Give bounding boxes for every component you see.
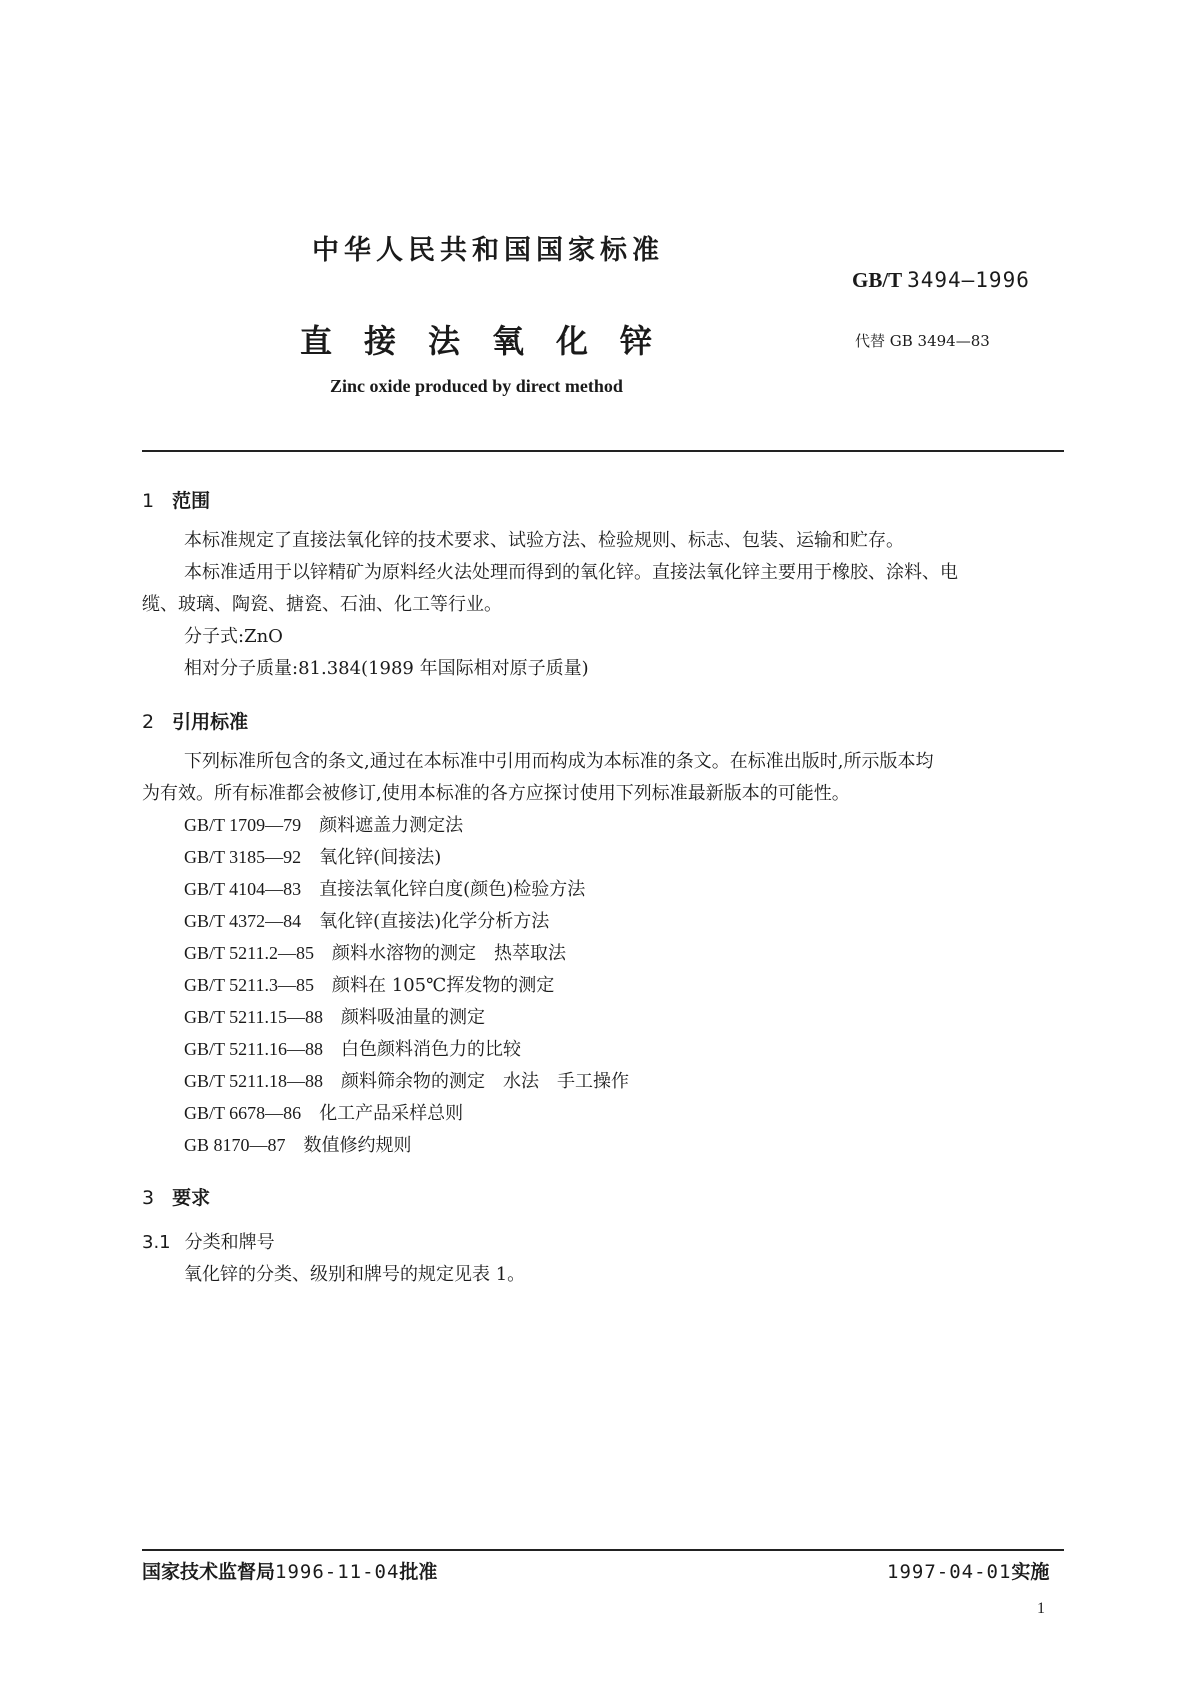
section-2-intro-line-1: 下列标准所包含的条文,通过在本标准中引用而构成为本标准的条文。在标准出版时,所示版本均 [184, 751, 934, 772]
reference-item: GB 8170—87 数值修约规则 [184, 1135, 412, 1156]
reference-item: GB/T 5211.2—85 颜料水溶物的测定 热萃取法 [184, 943, 567, 964]
standard-number [852, 268, 1030, 293]
section-1-para-2-line-1: 本标准适用于以锌精矿为原料经火法处理而得到的氧化锌。直接法氧化锌主要用于橡胶、涂料、电 [184, 562, 958, 583]
section-1-heading: 1 范围 [142, 490, 211, 512]
reference-item: GB/T 5211.16—88 白色颜料消色力的比较 [184, 1039, 522, 1060]
section-2-heading: 2 引用标准 [142, 711, 249, 733]
molecular-formula: 分子式:ZnO [184, 626, 283, 647]
reference-item: GB/T 6678—86 化工产品采样总则 [184, 1103, 464, 1124]
reference-item: GB/T 1709—79 颜料遮盖力测定法 [184, 815, 464, 836]
standard-code: 3494—1996 [907, 268, 1030, 292]
footer-divider [142, 1549, 1064, 1551]
approval-info: 国家技术监督局1996-11-04批准 [142, 1561, 438, 1583]
section-1-para-2-line-2: 缆、玻璃、陶瓷、搪瓷、石油、化工等行业。 [142, 594, 502, 615]
reference-item: GB/T 5211.15—88 颜料吸油量的测定 [184, 1007, 486, 1028]
page-number: 1 [1037, 1600, 1045, 1617]
document-title-cn: 直接法氧化锌 [300, 322, 685, 360]
section-2-intro-line-2: 为有效。所有标准都会被修订,使用本标准的各方应探讨使用下列标准最新版本的可能性。 [142, 783, 850, 804]
document-title-en: Zinc oxide produced by direct method [330, 376, 623, 396]
section-1-para-1: 本标准规定了直接法氧化锌的技术要求、试验方法、检验规则、标志、包装、运输和贮存。 [184, 530, 904, 551]
national-standard-title: 中华人民共和国国家标准 [312, 235, 664, 266]
reference-item: GB/T 4372—84 氧化锌(直接法)化学分析方法 [184, 911, 550, 932]
header-divider [142, 450, 1064, 452]
reference-item: GB/T 3185—92 氧化锌(间接法) [184, 847, 442, 868]
subsection-3-1-text: 氧化锌的分类、级别和牌号的规定见表 1。 [184, 1264, 526, 1285]
standard-prefix: GB/T [852, 268, 902, 292]
implementation-info: 1997-04-01实施 [887, 1561, 1050, 1583]
reference-item: GB/T 4104—83 直接法氧化锌白度(颜色)检验方法 [184, 879, 586, 900]
molecular-mass: 相对分子质量:81.384(1989 年国际相对原子质量) [184, 658, 589, 679]
replaces-note: 代替 GB 3494—83 [855, 332, 990, 350]
subsection-3-1-heading: 3.1 分类和牌号 [142, 1232, 275, 1253]
reference-item: GB/T 5211.18—88 颜料筛余物的测定 水法 手工操作 [184, 1071, 630, 1092]
section-3-heading: 3 要求 [142, 1187, 211, 1209]
reference-item: GB/T 5211.3—85 颜料在 105℃挥发物的测定 [184, 975, 555, 996]
